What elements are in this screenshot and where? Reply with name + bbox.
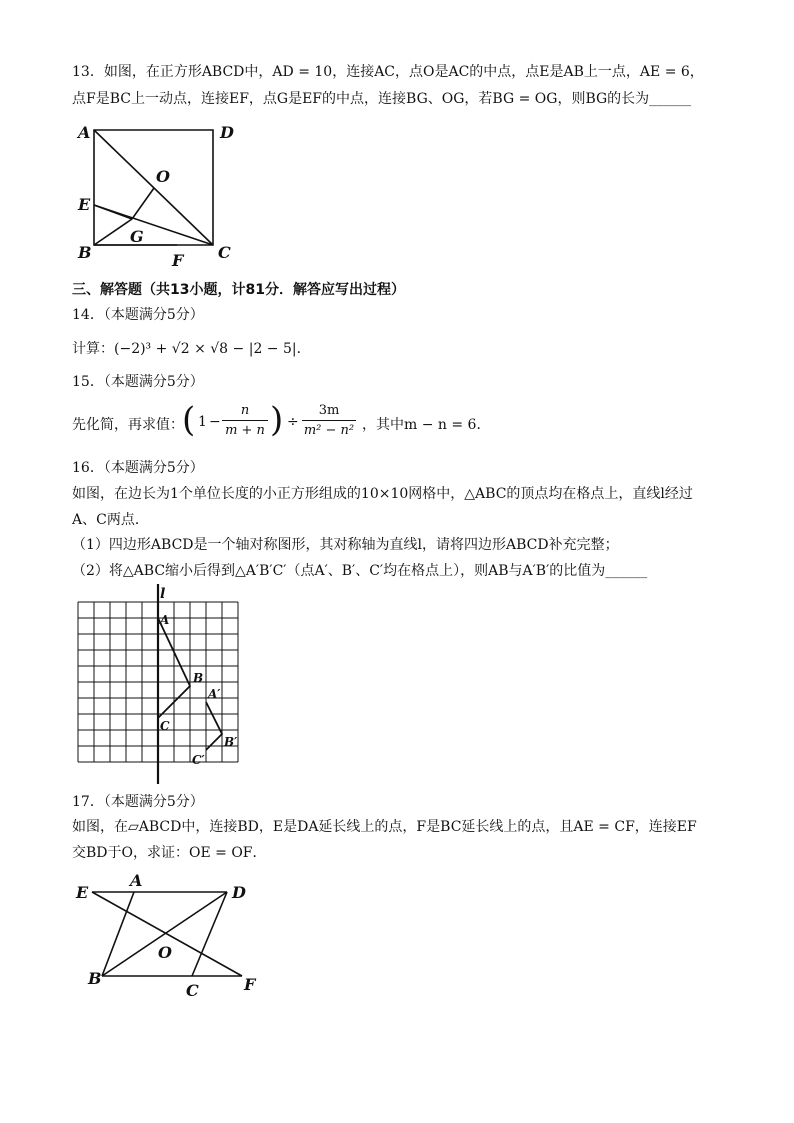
q17-label-c: C (186, 981, 199, 1000)
q13-label-g: G (130, 227, 144, 246)
q15-div: ÷ (287, 414, 299, 430)
q15-header: 15．（本题满分5分） (72, 374, 204, 390)
q13-label-f: F (172, 251, 184, 270)
q13-label-d: D (220, 123, 234, 142)
q15-frac2 (302, 402, 356, 441)
q16-label-a1: A′ (208, 687, 221, 701)
q17-label-o: O (158, 943, 172, 962)
q16-header: 16．（本题满分5分） (72, 460, 204, 476)
q16-line2: A、C两点． (72, 512, 149, 528)
q16-label-b1: B′ (224, 735, 238, 749)
q15-prefix: 先化简，再求值： (72, 417, 184, 433)
q15-minus: − (209, 414, 221, 430)
q13-label-b: B (78, 243, 92, 262)
q13-figure (72, 118, 242, 270)
q15-frac2-den: m² − n² (303, 423, 355, 438)
q15-expression: 先化简，再求值： ( 1 − n m + n ) ÷ 3m m² − n² ，其中m − n = 6． (72, 400, 491, 440)
q16-label-a: A (160, 613, 170, 627)
q17-line1: 如图，在▱ABCD中，连接BD，E是DA延长线上的点，F是BC延长线上的点，且AE = CF，连接EF (72, 819, 697, 835)
q17-header: 17．（本题满分5分） (72, 794, 204, 810)
q13-line2: 点F是BC上一动点，连接EF，点G是EF的中点，连接BG、OG，若BG = OG，则BG的长为______ (72, 91, 692, 107)
q13-label-c: C (218, 243, 231, 262)
q17-label-e: E (76, 883, 89, 902)
q15-suffix: ，其中m − n = 6． (362, 417, 491, 433)
q13-line1: 13．如图，在正方形ABCD中，AD = 10，连接AC，点O是AC的中点，点E是AB上一点，AE = 6， (72, 64, 704, 80)
q13-label-a: A (78, 123, 91, 142)
q16-line1: 如图，在边长为1个单位长度的小正方形组成的10×10网格中，△ABC的顶点均在格点上，直线l经过 (72, 486, 693, 502)
q17-label-d: D (232, 883, 246, 902)
section3-title: 三、解答题（共13小题，计81分．解答应写出过程） (72, 282, 405, 298)
q17-label-a: A (130, 871, 143, 890)
q15-frac1 (222, 402, 268, 441)
q16-part1: （1）四边形ABCD是一个轴对称图形，其对称轴为直线l，请将四边形ABCD补充完整； (72, 537, 619, 553)
q16-part2: （2）将△ABC缩小后得到△A′B′C′（点A′、B′、C′均在格点上），则AB与A′B′的比值为______ (72, 563, 648, 579)
q13-label-e: E (78, 195, 91, 214)
q14-header: 14．（本题满分5分） (72, 307, 204, 323)
q16-grid-figure (72, 584, 248, 788)
q16-label-c1: C′ (192, 753, 205, 767)
q13-label-o: O (156, 167, 170, 186)
q16-label-c: C (160, 719, 170, 733)
q17-line2: 交BD于O，求证：OE = OF． (72, 845, 267, 861)
q15-frac1-den: m + n (225, 423, 265, 438)
q15-frac1-num: n (240, 403, 250, 418)
q15-one: 1 (198, 414, 207, 430)
q16-label-b: B (193, 671, 204, 685)
q15-frac2-num: 3m (318, 403, 340, 418)
q16-label-l: l (160, 586, 166, 602)
q17-label-f: F (244, 975, 256, 994)
q14-text: 计算：(−2)³ + √2 × √8 − |2 − 5|． (72, 341, 311, 357)
q17-figure (72, 870, 272, 1000)
q17-label-b: B (88, 969, 102, 988)
